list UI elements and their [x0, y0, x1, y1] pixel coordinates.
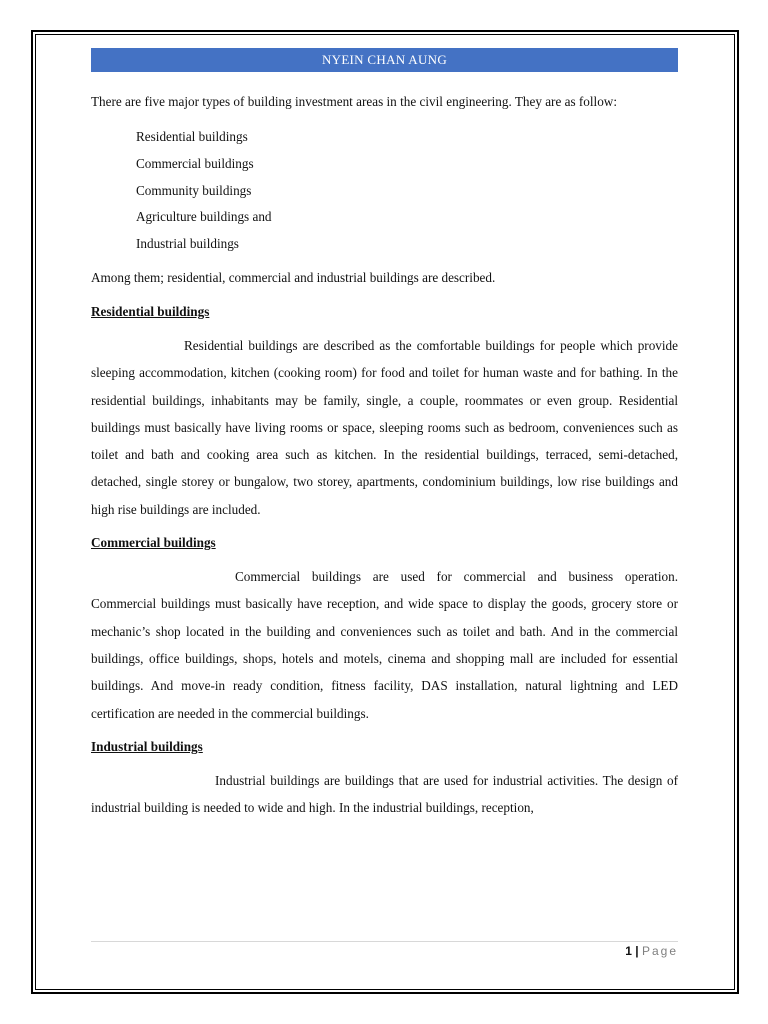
among-paragraph: Among them; residential, commercial and industrial buildings are described.: [91, 269, 496, 285]
building-types-list: [91, 124, 678, 258]
industrial-paragraph: Industrial buildings are buildings that are used for industrial activities. The design of industrial building is needed to wide and high. In the industrial buildings, reception,: [91, 772, 678, 816]
intro-paragraph: There are five major types of building investment areas in the civil engineering. They are as follow:: [91, 94, 617, 109]
footer-separator: |: [635, 944, 639, 958]
list-item: Agriculture buildings and: [136, 209, 272, 225]
list-item: Industrial buildings: [136, 236, 239, 252]
residential-paragraph: Residential buildings are described as the comfortable buildings for people which provide sleeping accommodation, kitchen (cooking room) for food and toilet for human waste and for bathing. In the residential buildings, inhabitants may be family, single, a couple, roommates or even group. Residential buildings must basically have living rooms or space, sleeping rooms such as bedroom, conveniences such as toilet and bath and cooking area such as kitchen. In the residential buildings, terraced, semi-detached, detached, single storey or bungalow, two storey, apartments, condominium buildings, low rise buildings and high rise buildings are included.: [91, 337, 678, 517]
footer-divider: [91, 941, 678, 942]
list-item: Community buildings: [136, 182, 252, 198]
list-item: Commercial buildings: [136, 155, 254, 171]
page-label: Page: [641, 944, 678, 958]
header-author-band: NYEIN CHAN AUNG: [91, 48, 678, 72]
document-body: [91, 90, 678, 821]
commercial-paragraph: Commercial buildings are used for commercial and business operation. Commercial buildings must basically have reception, and wide space to display the goods, grocery store or mechanic’s shop located in the building and conveniences such as toilet and bath. And in the commercial buildings, office buildings, shops, hotels and motels, cinema and shopping mall are included for essential buildings. And move-in ready condition, fitness facility, DAS installation, natural lightning and LED certification are needed in the commercial buildings.: [91, 569, 678, 721]
page-number: 1: [625, 944, 632, 958]
heading-residential: Residential buildings: [91, 303, 210, 319]
heading-industrial: Industrial buildings: [91, 738, 203, 754]
page-footer: [91, 944, 678, 958]
heading-commercial: Commercial buildings: [91, 535, 216, 551]
list-item: Residential buildings: [136, 129, 248, 144]
